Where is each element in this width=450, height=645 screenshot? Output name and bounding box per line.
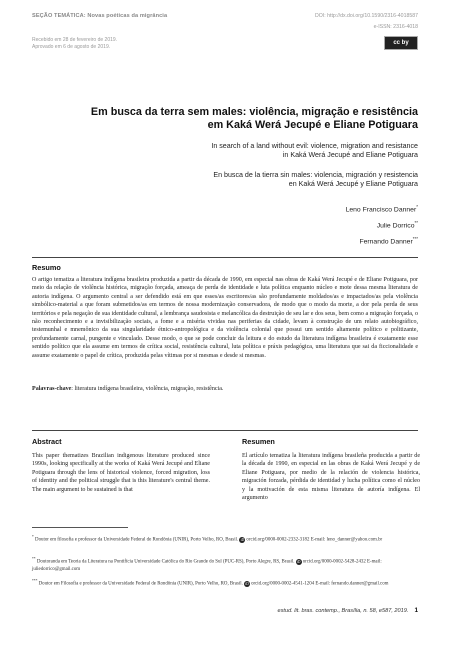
author: Leno Francisco Danner*	[345, 204, 418, 214]
creative-commons-icon[interactable]	[384, 36, 418, 50]
author: Julie Dorrico**	[376, 219, 418, 230]
footnote: * Doutor em filosofia e professor da Universidade Federal de Rondônia (UNIR), Porto Velho, RO, Brasil. iD orcid.org/0000-0002-2332-3182 E-mail: leno_danner@yahoo.com.br	[32, 535, 383, 543]
orcid-icon: iD	[245, 581, 249, 586]
footnote-email[interactable]: E-mail: leno_danner@yahoo.com.br	[310, 537, 383, 543]
footnote-email[interactable]: E-mail: juliedorrico@gmail.com	[32, 559, 382, 573]
issn-label: e-ISSN: 2316-4018	[373, 24, 418, 30]
page-footer	[278, 607, 418, 614]
orcid-icon: iD	[240, 537, 245, 542]
submission-dates	[32, 37, 117, 51]
resumen-body: El artículo tematiza la literatura indígena brasileña producida a partir de la década de 1990, en especial en las obras de Kaká Werá Jecupé y de Eliane Potiguara, por medio de la relación de violencia histórica, migración forzada, pérdida de identidad y lucha política como el núcleo y la motivación de esta misma literatura de autoría indígena. El argumento	[242, 453, 420, 502]
title-line: em Kaká Werá Jecupé e Eliane Potiguara	[207, 119, 418, 131]
abstract-body: This paper thematizes Brazilian indigenous literature produced since 1990s, looking specifically at the works of Kaká Werá Jecupé and Eliane Potiguara through the lens of historical violence, forced migration, loss of identity and the political struggle that is this literature's central theme. The main argument to be sustained is that	[32, 453, 210, 493]
subtitle-line: en Kaká Werá Jecupé y Eliane Potiguara	[288, 180, 418, 188]
resumo-heading: Resumo	[32, 263, 61, 272]
keywords	[32, 386, 418, 392]
divider	[32, 257, 418, 258]
approved-date: Aprovado em 6 de agosto de 2019.	[32, 44, 111, 50]
keywords-list: : literatura indígena brasileira, violência, migração, resistência.	[71, 386, 224, 392]
orcid-icon: iD	[296, 559, 301, 564]
divider	[32, 430, 418, 431]
received-date: Recebido em 28 de fevereiro de 2019.	[32, 37, 118, 43]
subtitle-english	[118, 142, 418, 160]
abstract-heading: Abstract	[32, 437, 62, 446]
orcid-link[interactable]: orcid.org/0000-0002-5428-2432	[302, 559, 366, 565]
resumen-heading: Resumen	[242, 437, 275, 446]
subtitle-line: En busca de la tierra sin males: violencia, migración y resistencia	[213, 171, 418, 179]
keywords-label: Palavras-chave	[32, 386, 72, 392]
orcid-link[interactable]: orcid.org/0000-0002-4541-1204	[251, 581, 315, 587]
footnote: *** Doutor em Filosofia e professor da Universidade Federal de Rondônia (UNIR), Porto Velho, RO, Brasil. iD orcid.org/0000-0002-4541-1204 E-mail: fernando.danner@gmail.com	[32, 579, 389, 587]
subtitle-line: In search of a land without evil: violence, migration and resistance	[211, 142, 418, 150]
footnote-email[interactable]: E-mail: fernando.danner@gmail.com	[315, 581, 389, 587]
page-number: 1	[414, 607, 418, 614]
footnote: ** Doutoranda em Teoria da Literatura na Pontifícia Universidade Católica do Rio Grande do Sul (PUC-RS), Porto Alegre, RS, Brasil. iD orcid.org/0000-0002-5428-2432 E-mail: juliedorrico@gmail.com	[32, 557, 382, 573]
title-line: Em busca da terra sem males: violência, migração e resistência	[90, 106, 418, 118]
doi-link[interactable]: DOI: http://dx.doi.org/10.1590/2316-4018587	[315, 13, 418, 19]
journal-citation: estud. lit. bras. contemp., Brasília, n. 58, e587, 2019.	[277, 608, 409, 614]
article-title	[32, 106, 418, 132]
author-list	[346, 201, 418, 248]
author: Fernando Danner***	[359, 235, 418, 245]
subtitle-spanish	[118, 171, 418, 189]
section-label: SEÇÃO TEMÁTICA: Novas poéticas da migrância	[32, 13, 168, 19]
license-badge-text: cc by	[393, 40, 409, 46]
subtitle-line: in Kaká Werá Jecupé and Eliane Potiguara	[282, 151, 418, 159]
resumo-body: O artigo tematiza a literatura indígena brasileira produzida a partir da década de 1990, em especial nas obras de Kaká Werá Jecupé e de Eliane Potiguara, por meio da relação de violência histórica, migração forçada, ameaça de perda de identidade e luta política enquanto núcleo e mote dessa mesma literatura de autoria indígena. O argumento central a ser defendido está em que esses/as escritores/as são profundamente moldados/as e impactados/as pela violência simbólico-material a que foram submetidos/as em termos de nossa modernização conservadora, de modo que o modo da morte, a dor pela perda de seus territórios e pela negação de sua identidade cultural, a lembrança saudosista e melancólica da destruição de seu lar e dos seus, bem como a migração forçada, o não reconhecimento e a invisibilização sociais, a fome e a miséria vividas nas periferias da cidade, levam à construção de um relato autobiográfico, testemunhal e mnemônico da sua singularidade étnico-antropológica e da violência colonial que possui um sentido altamente político e politizante, profundamente carnal, pungente e vinculado. Desse modo, o que se pode concluir da leitura e do estudo da literatura indígena brasileira é exatamente esse sentido político que ela assume em termos de crítica social, resistência cultural, luta política e práxis pedagógica, uma literatura que sai da ficcionalidade e assume exatamente o papel de crítica, produzida pelas vítimas por si mesmas e desde si mesmas.	[32, 277, 418, 359]
footnote-divider	[32, 527, 128, 528]
orcid-link[interactable]: orcid.org/0000-0002-2332-3182	[246, 537, 310, 543]
